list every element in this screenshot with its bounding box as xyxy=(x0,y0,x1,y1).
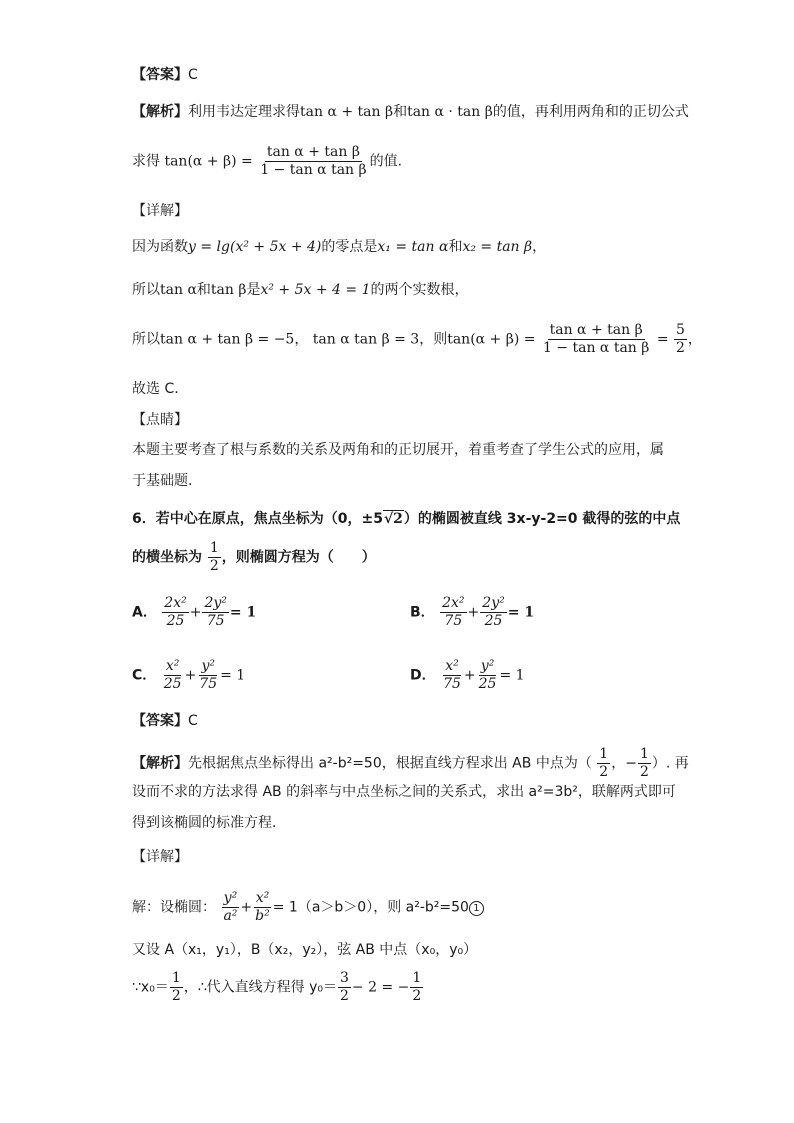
q5-analysis-text: 利用韦达定理求得 xyxy=(188,104,300,120)
q6-option-c[interactable] xyxy=(132,658,245,693)
fraction-denominator: 2 xyxy=(599,764,609,780)
q5-detail-line1 xyxy=(132,238,546,256)
q6-stem-text: ）的椭圆被直线 3x-y-2=0 截得的弦的中点 xyxy=(403,511,681,527)
option-fraction xyxy=(440,595,466,630)
fraction-numerator: y² xyxy=(201,658,215,674)
fraction-denominator: 2 xyxy=(171,988,181,1004)
q5-remark-line1: 本题主要考查了根与系数的关系及两角和的正切展开，着重考查了学生公式的应用，属 xyxy=(132,442,664,458)
fraction-denominator: 2 xyxy=(676,340,685,356)
q5-detail-expr: tan β xyxy=(210,282,247,298)
option-letter: D． xyxy=(410,667,436,684)
option-fraction xyxy=(162,595,188,630)
q5-detail-text: ，则 xyxy=(419,331,448,348)
fraction-denominator: 1 − tan α tan β xyxy=(260,162,367,178)
fraction-numerator: tan α + tan β xyxy=(549,322,643,338)
option-rhs: = 1 xyxy=(499,667,525,684)
fraction-numerator: 5 xyxy=(676,322,685,338)
q5-answer-label: 【答案】 xyxy=(132,67,188,83)
fraction-numerator: 2x² xyxy=(164,595,187,611)
q6-option-d[interactable] xyxy=(410,658,525,693)
q5-detail-product: tan α tan β = 3 xyxy=(312,331,420,348)
fraction-numerator: 2x² xyxy=(442,595,465,611)
option-fraction xyxy=(477,658,499,693)
q6-detail-line2: 又设 A（x₁，y₁），B（x₂，y₂），弦 AB 中点（x₀，y₀） xyxy=(132,942,478,958)
option-rhs: = 1 xyxy=(507,604,535,621)
q5-detail-text: ， xyxy=(294,331,309,348)
plus-sign: + xyxy=(463,667,476,684)
q6-answer-value: C xyxy=(188,713,198,729)
fraction-numerator: tan α + tan β xyxy=(266,144,360,160)
q6-analysis-fraction xyxy=(597,746,610,781)
fraction-numerator: 1 xyxy=(639,746,649,762)
q6-stem-text: 的横坐标为 xyxy=(132,549,202,566)
fraction-numerator: x² xyxy=(445,658,459,674)
option-letter: A． xyxy=(132,604,157,621)
fraction-numerator: 2y² xyxy=(482,595,505,611)
q5-detail-text: ， xyxy=(532,239,547,255)
fraction-denominator: 2 xyxy=(340,988,349,1004)
fraction-denominator: 75 xyxy=(199,676,218,692)
q5-detail-text: 因为函数 xyxy=(132,239,188,255)
plus-sign: + xyxy=(184,667,197,684)
q5-detail-text: 的两个实数根， xyxy=(370,282,469,298)
fraction-denominator: 25 xyxy=(163,676,182,692)
q5-remark-label: 【点睛】 xyxy=(132,412,188,428)
q5-detail-lhs: tan(α + β) = xyxy=(447,331,536,348)
plus-sign: + xyxy=(240,899,253,916)
sqrt-radicand: 2 xyxy=(393,511,403,527)
q5-remark-line2: 于基础题. xyxy=(132,473,193,489)
q6-detail-text: 解：设椭圆： xyxy=(132,899,216,916)
option-letter: C． xyxy=(132,667,157,684)
q6-stem-line2 xyxy=(132,540,376,575)
q5-formula-lhs: tan(α + β) = xyxy=(164,153,253,170)
q6-analysis-line1 xyxy=(132,746,689,781)
q6-detail-line1 xyxy=(132,890,484,925)
q6-analysis-label: 【解析】 xyxy=(132,755,188,772)
q6-detail-text: ∵x₀＝ xyxy=(132,979,169,996)
q5-detail-func: y = lg(x² + 5x + 4) xyxy=(188,239,322,255)
fraction-numerator: x² xyxy=(165,658,180,674)
q6-analysis-fraction xyxy=(638,746,651,781)
q5-detail-text: 所以 xyxy=(132,331,160,348)
fraction-numerator: 1 xyxy=(171,970,181,986)
fraction-denominator: a² xyxy=(223,908,238,924)
q5-detail-text: 的零点是 xyxy=(321,239,378,255)
q5-detail-expr: tan α xyxy=(160,282,197,298)
option-fraction xyxy=(197,658,219,693)
q6-detail-fraction xyxy=(170,970,183,1005)
q6-detail-label: 【详解】 xyxy=(132,849,188,865)
q5-analysis-text: 的值. xyxy=(369,153,403,170)
q6-option-b[interactable] xyxy=(410,595,534,630)
q6-answer-line xyxy=(132,712,198,730)
fraction-numerator: 1 xyxy=(209,540,219,556)
q6-detail-expr: − 2 = − xyxy=(351,979,410,996)
q6-detail-text: = 1（a＞b＞0），则 a²-b²=50 xyxy=(272,899,469,916)
plus-sign: + xyxy=(467,604,480,621)
fraction-denominator: 25 xyxy=(484,613,503,629)
q6-detail-fraction xyxy=(221,890,239,925)
q5-answer-line xyxy=(132,66,198,84)
q6-detail-line3 xyxy=(132,970,424,1005)
q6-analysis-text: 先根据焦点坐标得出 a²-b²=50，根据直线方程求出 AB 中点为（ xyxy=(188,755,592,772)
fraction-numerator: y² xyxy=(480,658,495,674)
option-letter: B． xyxy=(410,604,435,621)
q6-option-a[interactable] xyxy=(132,595,256,630)
q6-detail-fraction xyxy=(253,890,272,925)
sqrt-symbol: √2 xyxy=(383,511,403,527)
q5-detail-line3 xyxy=(132,322,702,357)
fraction-denominator: 75 xyxy=(444,613,463,629)
q5-answer-value: C xyxy=(188,67,198,83)
q5-analysis-expr: tan α · tan β xyxy=(407,104,493,120)
option-fraction xyxy=(441,658,463,693)
q5-analysis-line1 xyxy=(132,103,689,121)
circled-number-icon: 1 xyxy=(469,901,484,916)
q5-analysis-text: 求得 xyxy=(132,153,160,170)
q5-detail-label: 【详解】 xyxy=(132,203,188,219)
fraction-numerator: x² xyxy=(255,890,270,906)
option-fraction xyxy=(162,658,184,693)
fraction-denominator: 2 xyxy=(209,558,219,574)
q6-stem-text: 6．若中心在原点，焦点坐标为（0，±5 xyxy=(132,511,383,527)
q6-stem-fraction xyxy=(208,540,221,575)
q5-analysis-line2 xyxy=(132,144,402,179)
fraction-denominator: 1 − tan α tan β xyxy=(542,340,650,356)
option-fraction xyxy=(202,595,228,630)
option-rhs: = 1 xyxy=(220,667,246,684)
q5-detail-x2: x₂ = tan β xyxy=(462,239,533,255)
q5-analysis-text: 和 xyxy=(393,104,408,120)
fraction-denominator: 75 xyxy=(206,613,225,629)
q6-detail-fraction xyxy=(338,970,351,1005)
fraction-denominator: 75 xyxy=(443,676,461,692)
q6-analysis-text: ，− xyxy=(611,755,637,772)
fraction-denominator: b² xyxy=(255,908,270,924)
fraction-denominator: 2 xyxy=(639,764,649,780)
q5-analysis-text: 的值，再利用两角和的正切公式 xyxy=(492,104,689,120)
q5-detail-text: 所以 xyxy=(132,282,160,298)
q5-detail-result-fraction xyxy=(674,322,687,357)
fraction-numerator: 3 xyxy=(340,970,349,986)
q5-analysis-label: 【解析】 xyxy=(132,104,188,120)
q5-analysis-expr: tan α + tan β xyxy=(300,104,394,120)
q5-detail-x1: x₁ = tan α xyxy=(377,239,449,255)
q5-detail-text: 和 xyxy=(448,239,463,255)
fraction-numerator: y² xyxy=(223,890,238,906)
q6-analysis-text: ）. 再 xyxy=(651,755,689,772)
option-fraction xyxy=(480,595,506,630)
q5-detail-text: 是 xyxy=(246,282,261,298)
equals-sign: = xyxy=(656,331,669,348)
q6-detail-fraction xyxy=(410,970,423,1005)
q6-stem-text: ，则椭圆方程为（ ） xyxy=(221,549,376,566)
q5-detail-fraction xyxy=(541,322,651,357)
q5-detail-text: ， xyxy=(687,331,702,348)
q6-stem-line1 xyxy=(132,510,680,528)
option-rhs: = 1 xyxy=(229,604,257,621)
fraction-denominator: 25 xyxy=(166,613,185,629)
fraction-numerator: 1 xyxy=(599,746,609,762)
q6-analysis-line3: 得到该椭圆的标准方程． xyxy=(132,815,286,831)
q5-detail-text: 和 xyxy=(196,282,211,298)
q6-analysis-line2: 设而不求的方法求得 AB 的斜率与中点坐标之间的关系式，求出 a²=3b²，联解两式即可 xyxy=(132,784,676,800)
fraction-denominator: 2 xyxy=(412,988,422,1004)
fraction-numerator: 1 xyxy=(412,970,422,986)
q5-formula-fraction xyxy=(258,144,368,179)
fraction-denominator: 25 xyxy=(478,676,497,692)
q5-detail-equation: x² + 5x + 4 = 1 xyxy=(260,282,371,298)
plus-sign: + xyxy=(189,604,202,621)
q5-detail-line2 xyxy=(132,281,468,299)
q6-detail-text: ，∴代入直线方程得 y₀＝ xyxy=(183,979,337,996)
q5-detail-sum: tan α + tan β = −5 xyxy=(160,331,295,348)
fraction-numerator: 2y² xyxy=(204,595,227,611)
q6-answer-label: 【答案】 xyxy=(132,713,188,729)
q5-choose: 故选 C. xyxy=(132,381,179,397)
